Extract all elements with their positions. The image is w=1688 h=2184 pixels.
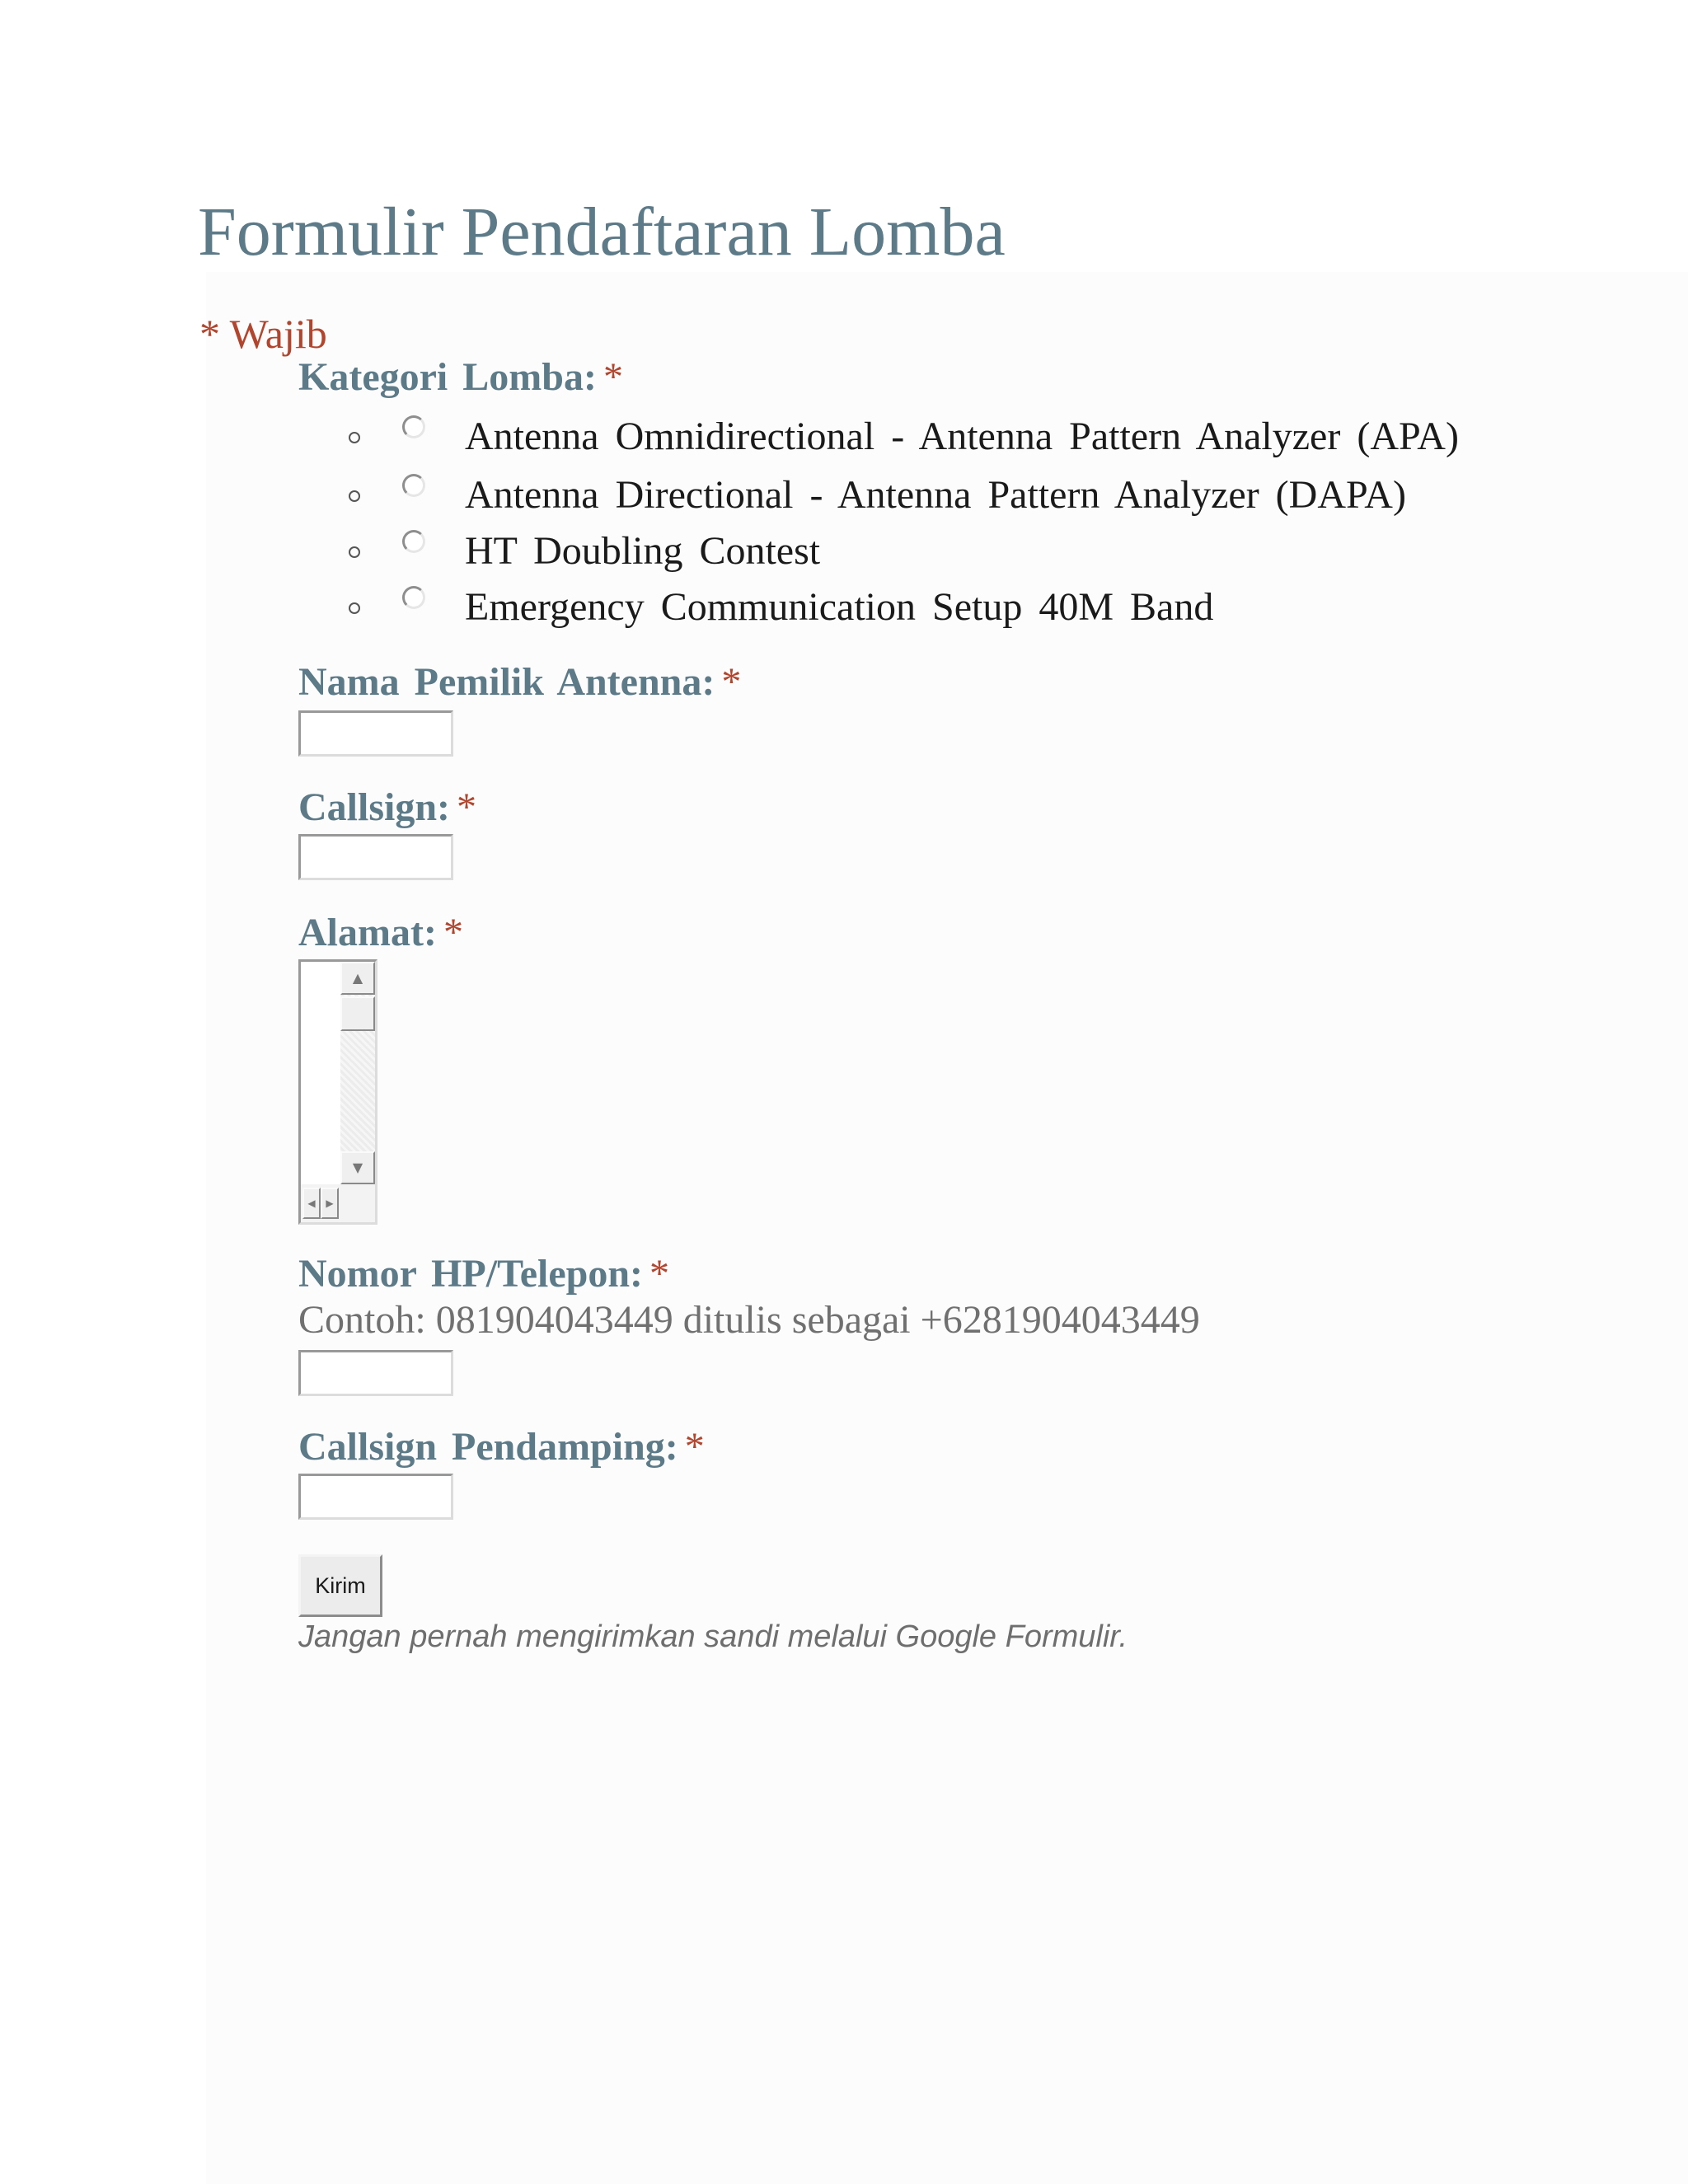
list-bullet-icon xyxy=(349,602,360,614)
option-label: Antenna Omnidirectional - Antenna Pattern Analyzer (APA) xyxy=(465,415,1459,458)
required-asterisk: * xyxy=(603,355,623,399)
radio-button[interactable] xyxy=(402,530,425,553)
scroll-right-icon[interactable]: ▶ xyxy=(321,1188,339,1219)
alamat-textarea[interactable] xyxy=(301,962,340,1184)
telepon-help-text: Contoh: 081904043449 ditulis sebagai +6281904043449 xyxy=(298,1298,1200,1342)
required-asterisk: * xyxy=(684,1425,705,1469)
question-label-nama-text: Nama Pemilik Antenna: xyxy=(298,660,715,704)
option-label: HT Doubling Contest xyxy=(465,529,821,573)
form-title: Formulir Pendaftaran Lomba xyxy=(198,194,1006,270)
option-label: Emergency Communication Setup 40M Band xyxy=(465,585,1214,629)
nama-input[interactable] xyxy=(298,710,453,757)
question-label-callsign xyxy=(298,783,476,832)
question-label-alamat xyxy=(298,908,463,958)
kategori-option[interactable] xyxy=(0,527,1484,576)
required-asterisk: * xyxy=(721,660,742,704)
question-label-telepon xyxy=(298,1249,669,1299)
question-label-nama xyxy=(298,658,741,707)
question-label-kategori xyxy=(298,353,623,402)
question-label-callsign-text: Callsign: xyxy=(298,785,451,829)
list-bullet-icon xyxy=(349,546,360,558)
radio-button[interactable] xyxy=(402,415,425,438)
alamat-textarea-box xyxy=(298,959,377,1225)
question-label-kategori-text: Kategori Lomba: xyxy=(298,355,597,399)
scroll-up-icon[interactable]: ▲ xyxy=(340,962,375,995)
resize-corner xyxy=(340,1184,375,1222)
footer-note: Jangan pernah mengirimkan sandi melalui Google Formulir. xyxy=(298,1619,1128,1654)
radio-button[interactable] xyxy=(402,586,425,609)
question-label-pendamping xyxy=(298,1422,705,1472)
required-asterisk: * xyxy=(457,785,477,829)
scroll-down-icon[interactable]: ▼ xyxy=(340,1151,375,1184)
list-bullet-icon xyxy=(349,490,360,502)
scroll-left-icon[interactable]: ◀ xyxy=(302,1188,321,1219)
required-note: * Wajib xyxy=(199,311,327,357)
radio-button[interactable] xyxy=(402,474,425,497)
submit-button[interactable]: Kirim xyxy=(298,1554,382,1617)
pendamping-input[interactable] xyxy=(298,1474,453,1520)
question-label-pendamping-text: Callsign Pendamping: xyxy=(298,1425,678,1469)
required-asterisk: * xyxy=(649,1252,670,1296)
vertical-scrollbar[interactable] xyxy=(340,962,375,1184)
list-bullet-icon xyxy=(349,432,360,443)
required-asterisk: * xyxy=(443,911,463,954)
kategori-option[interactable] xyxy=(0,412,1484,462)
option-label: Antenna Directional - Antenna Pattern Analyzer (DAPA) xyxy=(465,473,1406,517)
kategori-option[interactable] xyxy=(0,583,1484,632)
question-label-alamat-text: Alamat: xyxy=(298,911,437,954)
scroll-thumb[interactable] xyxy=(340,996,375,1031)
question-label-telepon-text: Nomor HP/Telepon: xyxy=(298,1252,644,1296)
horizontal-scrollbar[interactable] xyxy=(301,1184,340,1222)
kategori-option[interactable] xyxy=(0,471,1484,520)
callsign-input[interactable] xyxy=(298,834,453,880)
telepon-input[interactable] xyxy=(298,1350,453,1396)
